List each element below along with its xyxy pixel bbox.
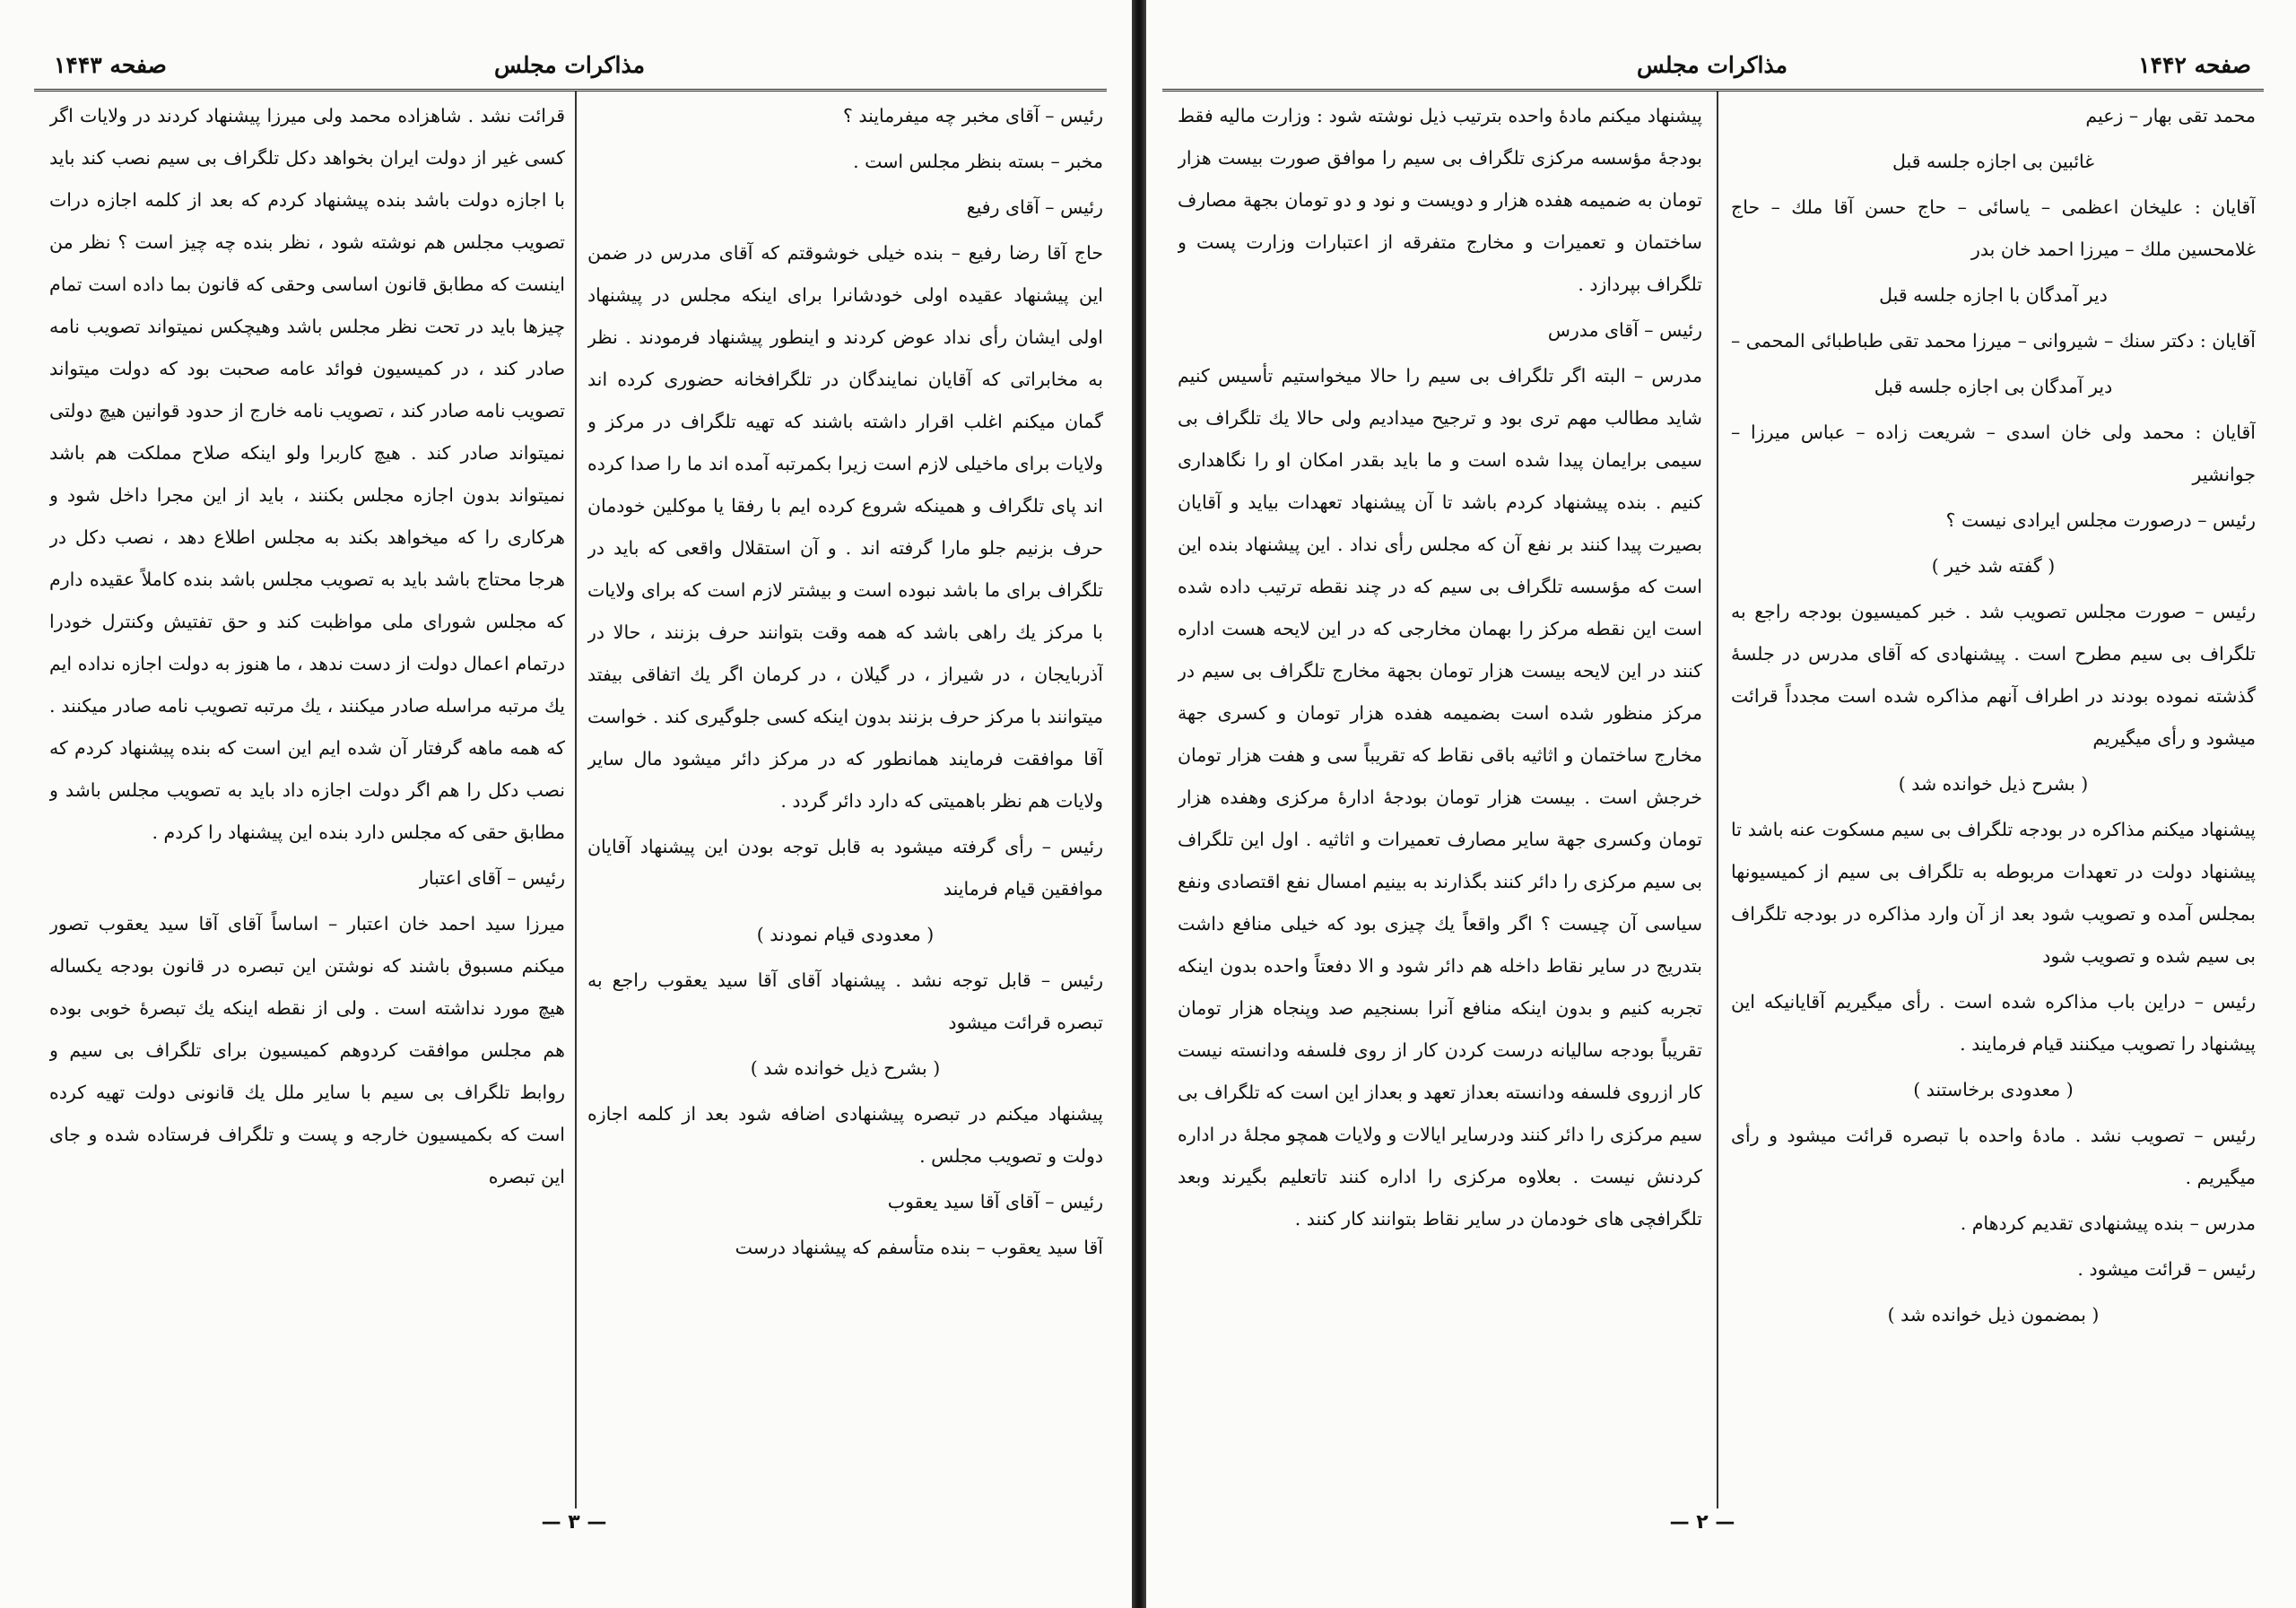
paragraph: رئیس – درصورت مجلس ایرادی نیست ؟	[1945, 509, 2256, 531]
book-spine	[1132, 0, 1146, 1608]
paragraph: مدرس – بنده پیشنهادی تقدیم کردهام .	[1960, 1213, 2256, 1234]
page-right	[1146, 0, 2296, 1608]
paragraph: رئیس – آقای آقا سید یعقوب	[887, 1191, 1103, 1213]
paragraph: آقایان : علیخان اعظمی – یاسائی – حاج حسن آقا ملك – حاج غلامحسین ملك – میرزا احمد خان بدر	[1731, 196, 2256, 260]
header-title: مذاکرات مجلس	[1636, 52, 1788, 78]
paragraph: رئیس – رأی گرفته میشود به قابل توجه بودن این پیشنهاد آقایان موافقین قیام فرمایند	[587, 836, 1103, 900]
column-left	[1178, 95, 1702, 1494]
header-rule	[34, 89, 1107, 91]
centered-note: دیر آمدگان با اجازه جلسه قبل	[1879, 284, 2108, 306]
paragraph: رئیس – تصویب نشد . مادهٔ واحده با تبصره قرائت میشود و رأی میگیریم .	[1731, 1125, 2256, 1188]
page-header	[36, 50, 1103, 86]
column-divider	[1717, 91, 1718, 1508]
paragraph: آقایان : محمد ولی خان اسدی – شریعت زاده – عباس میرزا – جوانشیر	[1731, 422, 2256, 485]
column-right	[587, 95, 1103, 1494]
paragraph: مخبر – بسته بنظر مجلس است .	[853, 151, 1103, 172]
header-rule	[1162, 89, 2264, 91]
centered-note: غائبین بی اجازه جلسه قبل	[1892, 151, 2094, 172]
centered-note: ( بشرح ذیل خوانده شد )	[750, 1057, 941, 1079]
centered-note: ( بشرح ذیل خوانده شد )	[1898, 773, 2089, 795]
header-page-number: صفحه ۱۴۴۲	[2138, 52, 2251, 78]
paragraph: میرزا سید احمد خان اعتبار – اساساً آقای آقا سید یعقوب تصور میکنم مسبوق باشند که نوشتن این تبصره در قانون بودجه یکساله هیچ مورد نداشته است . ولی از نقطه اینکه یك تبصرهٔ خوبی بوده هم مجلس موافقت کردوهم کمیسیون برای تلگراف بی سیم و روابط تلگراف بی سیم با سایر ملل یك قانونی دولت تهیه کرده است که بکمیسیون خارجه و پست و تلگراف فرستاده شده و جای این تبصره	[49, 913, 565, 1187]
centered-note: ( معدودی قیام نمودند )	[756, 924, 935, 945]
paragraph: پیشنهاد میکنم در تبصره پیشنهادی اضافه شود بعد از کلمه اجازه دولت و تصویب مجلس .	[587, 1103, 1103, 1167]
paragraph: قرائت نشد . شاهزاده محمد ولی میرزا پیشنهاد کردند در ولایات اگر کسی غیر از دولت ایران بخواهد دکل تلگراف بی سیم نصب کند باید با اجازه دولت باشد بنده پیشنهاد کردم که بعد از کلمه اجازه درات تصویب مجلس هم نوشته شود ، نظر بنده چه چیز است ؟ نظر من اینست که مطابق قانون اساسی وحقی که قانون بما داده است تمام چیزها باید در تحت نظر مجلس باشد وهیچکس نمیتواند تصویب نامه صادر کند ، در کمیسیون فوائد عامه صحبت بود که دولت میتواند تصویب نامه صادر کند ، تصویب نامه خارج از حدود قوانین هیچ دولتی نمیتواند صادر کند . هیچ کاربرا ولو اینکه صلاح مملکت هم باشد نمیتواند بدون اجازه مجلس بکنند ، باید از این مجرا داخل شود و هرکاری را که میخواهد بکند به مجلس اطلاع دهد ، نصب دکل در هرجا محتاج باشد باید به تصویب مجلس باشد بنده کاملاً عقیده دارم که مجلس شورای ملی مواظبت کند و حق تفتیش وکنترل خودرا درتمام اعمال دولت از دست ندهد ، ما هنوز به دولت اجازه نداده ایم یك مرتبه مراسله صادر میکنند ، یك مرتبه تصویب نامه صادر میکنند . که همه ماهه گرفتار آن شده ایم این است که بنده پیشنهاد کردم که نصب دکل را هم اگر دولت اجازه داد باید به تصویب مجلس باشد و مطابق حقی که مجلس دارد بنده این پیشنهاد را کردم .	[49, 105, 565, 843]
page-left	[0, 0, 1132, 1608]
paragraph: رئیس – آقای اعتبار	[420, 867, 565, 889]
header-title: مذاکرات مجلس	[493, 52, 646, 78]
paragraph: پیشنهاد میکنم مذاکره در بودجه تلگراف بی سیم مسکوت عنه باشد تا پیشنهاد دولت در تعهدات مربوطه به تلگراف بی سیم از کمیسیونها بمجلس آمده و تصویب شود بعد از آن وارد مذاکره در بودجه تلگراف بی سیم شده و تصویب شود	[1731, 819, 2256, 967]
paragraph: رئیس – قابل توجه نشد . پیشنهاد آقای آقا سید یعقوب راجع به تبصره قرائت میشود	[587, 969, 1103, 1033]
paragraph: مدرس – البته اگر تلگراف بی سیم را حالا میخواستیم تأسیس کنیم شاید مطالب مهم تری بود و ترجیح میدادیم ولی حالا یك تلگراف بی سیمی برایمان پیدا شده است و ما باید بقدر امکان او را نگاهداری کنیم . بنده پیشنهاد کردم باشد تا آن پیشنهاد تعهدات بیاید و آقایان بصیرت پیدا کنند بر نفع آن که مجلس رأی نداد . این پیشنهاد بنده این است که مؤسسه تلگراف بی سیم که در چند نقطه ترتیب داده شده است این نقطه مرکز را بهمان مخارجی که در این لایحه هست اداره کنند در این لایحه بیست هزار تومان بجهة مخارج تلگراف بی سیم در مرکز منظور شده است بضمیمه هفده هزار تومان و کسری جهة مخارج ساختمان و اثاثیه باقی نقاط که تقریباً سی و هفت هزار تومان خرجش است . بیست هزار تومان بودجهٔ ادارهٔ مرکزی وهفده هزار تومان وکسری جهة سایر مصارف تعمیرات و اثاثیه . اول این تلگراف بی سیم مرکزی را دائر کنند بگذارند به بینیم امسال نفع اقتصادی ونفع سیاسی آن چیست ؟ اگر واقعاً یك چیزی بود که خیلی منافع داشت بتدریج در سایر نقاط داخله هم دائر شود و الا دفعتاً واحده بدون اینکه تجربه کنیم و بدون اینکه منافع آنرا بسنجیم صد وپنجاه هزار تومان تقریباً بودجه سالیانه درست کردن کار از روی فلسفه ودانسته نیست کار ازروی فلسفه ودانسته بعداز تعهد و بعداز این است که تلگراف بی سیم مرکزی را دائر کنند ودرسایر ایالات و ولایات همچو مجلهٔ در اداره کردنش نیست . بعلاوه مرکزی را اداره کنند تاتعلیم بگیرند وبعد تلگرافچی های خودمان در سایر نقاط بتوانند کار کنند .	[1178, 365, 1702, 1230]
paragraph: آقایان : دکتر سنك – شیروانی – میرزا محمد تقی طباطبائی المحمی –	[1731, 330, 2256, 352]
paragraph: رئیس – قرائت میشود .	[2077, 1258, 2256, 1280]
page-header	[1164, 50, 2260, 86]
paragraph: پیشنهاد میکنم مادهٔ واحده بترتیب ذیل نوشته شود : وزارت مالیه فقط بودجهٔ مؤسسه مرکزی تلگراف بی سیم را موافق صورت بیست هزار تومان به ضمیمه هفده هزار و دویست و نود و دو تومان بجهة مصارف ساختمان و تعمیرات و مخارج متفرقه از اعتبارات وزارت پست و تلگراف بپردازد .	[1178, 105, 1702, 295]
centered-note: ( بمضمون ذیل خوانده شد )	[1887, 1304, 2100, 1326]
paragraph: حاج آقا رضا رفیع – بنده خیلی خوشوقتم که آقای مدرس در ضمن این پیشنهاد عقیده اولی خودشانرا برای اینکه مجلس در پیشنهاد اولی ایشان رأی نداد عوض کردند و اینطور پیشنهاد فرمودند . نظر به مخابراتی که آقایان نمایندگان در تلگرافخانه حضوری کرده اند گمان میکنم اغلب اقرار داشته باشند که تهیه تلگراف در مرکز و ولایات برای ماخیلی لازم است زیرا بکمرتبه آمده اند ما را صدا کرده اند پای تلگراف و همینکه شروع کرده ایم با رفقا یا موکلین خودمان حرف بزنیم جلو مارا گرفته اند . و آن استقلال واقعی که باید در تلگراف برای ما باشد نبوده است و بیشتر لازم است که برای ولایات با مرکز یك راهی باشد که همه وقت بتوانند حرف بزنند ، حالا در آذربایجان ، در شیراز ، در گیلان ، در کرمان اگر یك اتفاقی بیفتد میتوانند با مرکز حرف بزنند بدون اینکه کسی جلوگیری کند . خواست آقا موافقت فرمایند همانطور که در مرکز دائر میشود مال سایر ولایات هم نظر باهمیتی که دارد دائر گردد .	[587, 242, 1103, 812]
column-left	[49, 95, 565, 1494]
paragraph: رئیس – صورت مجلس تصویب شد . خبر کمیسیون بودجه راجع به تلگراف بی سیم مطرح است . پیشنهادی که آقای مدرس در جلسهٔ گذشته نموده بودند در اطراف آنهم مذاکره شده است مجدداً قرائت میشود و رأی میگیریم	[1731, 601, 2256, 749]
paragraph: رئیس – دراین باب مذاکره شده است . رأی میگیریم آقایانیکه این پیشنهاد را تصویب میکنند قیام فرمایند .	[1731, 991, 2256, 1055]
centered-note: ( گفته شد خیر )	[1931, 555, 2056, 577]
paragraph: رئیس – آقای رفیع	[966, 196, 1103, 218]
column-right	[1731, 95, 2256, 1494]
paragraph: آقا سید یعقوب – بنده متأسفم که پیشنهاد درست	[735, 1237, 1103, 1258]
page-footer-number: — ۳ —	[541, 1511, 607, 1534]
page-footer-number: — ۲ —	[1669, 1511, 1735, 1534]
paragraph: رئیس – آقای مخبر چه میفرمایند ؟	[842, 105, 1103, 126]
paragraph: محمد تقی بهار – زعیم	[2085, 105, 2256, 126]
centered-note: ( معدودی برخاستند )	[1913, 1079, 2074, 1100]
centered-note: دیر آمدگان بی اجازه جلسه قبل	[1874, 376, 2113, 397]
paragraph: رئیس – آقای مدرس	[1547, 319, 1702, 341]
column-divider	[575, 91, 577, 1508]
header-page-number: صفحه ۱۴۴۳	[54, 52, 167, 78]
